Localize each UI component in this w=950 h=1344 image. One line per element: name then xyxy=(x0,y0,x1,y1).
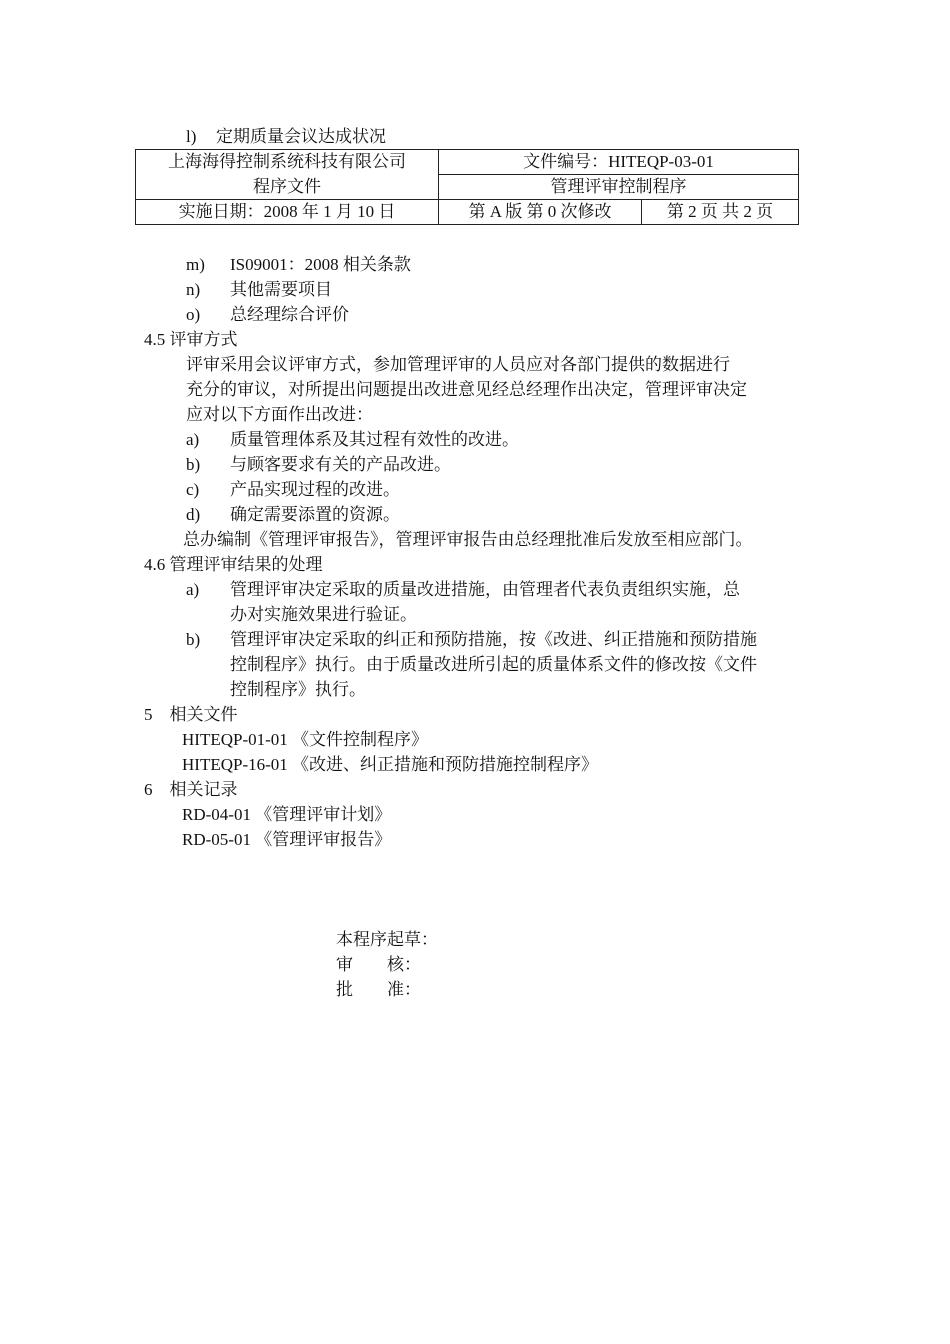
paragraph-line: 总办编制《管理评审报告》，管理评审报告由总经理批准后发放至相应部门。 xyxy=(183,530,753,549)
list-item xyxy=(186,479,400,501)
list-item-text: 其他需要项目 xyxy=(230,280,332,299)
list-item xyxy=(186,126,386,148)
paragraph-line: 评审采用会议评审方式，参加管理评审的人员应对各部门提供的数据进行 xyxy=(186,355,730,374)
list-item-text: 控制程序》执行。 xyxy=(230,680,366,699)
effective-date: 实施日期：2008 年 1 月 10 日 xyxy=(136,200,439,225)
list-marker: n) xyxy=(186,280,201,299)
list-item-text: IS09001：2008 相关条款 xyxy=(230,255,411,274)
list-item-text: 管理评审决定采取的质量改进措施，由管理者代表负责组织实施，总 xyxy=(230,580,740,599)
section-heading: 4.5 评审方式 xyxy=(144,330,238,349)
list-item xyxy=(186,279,332,301)
list-item-text: 定期质量会议达成状况 xyxy=(216,127,386,146)
list-marker: c) xyxy=(186,480,200,499)
approve-label: 批 准： xyxy=(336,980,421,999)
list-item xyxy=(186,504,400,526)
section-heading: 5 相关文件 xyxy=(144,705,238,724)
section-heading: 6 相关记录 xyxy=(144,780,238,799)
version-info: 第 A 版 第 0 次修改 xyxy=(439,200,642,225)
list-item-text: 与顾客要求有关的产品改进。 xyxy=(230,455,451,474)
page-info: 第 2 页 共 2 页 xyxy=(642,200,799,225)
list-marker: b) xyxy=(186,455,201,474)
section-heading: 4.6 管理评审结果的处理 xyxy=(144,555,323,574)
drafted-by-label: 本程序起草： xyxy=(336,930,438,949)
document-type: 程序文件 xyxy=(136,175,439,200)
list-item-text: 管理评审决定采取的纠正和预防措施，按《改进、纠正措施和预防措施 xyxy=(230,630,757,649)
list-item xyxy=(186,304,349,326)
list-item-text: 产品实现过程的改进。 xyxy=(230,480,400,499)
list-marker: l) xyxy=(186,127,197,146)
related-document: HITEQP-16-01 《改进、纠正措施和预防措施控制程序》 xyxy=(182,755,599,774)
related-record: RD-04-01 《管理评审计划》 xyxy=(182,805,392,824)
list-item xyxy=(186,429,519,451)
list-item xyxy=(186,454,451,476)
review-label: 审 核： xyxy=(336,955,421,974)
list-marker: d) xyxy=(186,505,201,524)
list-marker: o) xyxy=(186,305,201,324)
document-title: 管理评审控制程序 xyxy=(439,175,799,200)
document-header-table xyxy=(135,149,799,225)
list-item-text: 控制程序》执行。由于质量改进所引起的质量体系文件的修改按《文件 xyxy=(230,655,757,674)
paragraph-line: 应对以下方面作出改进： xyxy=(186,405,373,424)
list-item-text: 确定需要添置的资源。 xyxy=(230,505,400,524)
list-item xyxy=(186,254,411,276)
list-marker: a) xyxy=(186,580,200,599)
related-document: HITEQP-01-01 《文件控制程序》 xyxy=(182,730,429,749)
company-name: 上海海得控制系统科技有限公司 xyxy=(136,150,439,175)
list-marker: b) xyxy=(186,630,201,649)
related-record: RD-05-01 《管理评审报告》 xyxy=(182,830,392,849)
list-marker: a) xyxy=(186,430,200,449)
list-item-text: 办对实施效果进行验证。 xyxy=(230,605,417,624)
list-item-text: 总经理综合评价 xyxy=(230,305,349,324)
list-marker: m) xyxy=(186,255,205,274)
paragraph-line: 充分的审议，对所提出问题提出改进意见经总经理作出决定，管理评审决定 xyxy=(186,380,747,399)
document-number: 文件编号：HITEQP-03-01 xyxy=(439,150,799,175)
list-item-text: 质量管理体系及其过程有效性的改进。 xyxy=(230,430,519,449)
